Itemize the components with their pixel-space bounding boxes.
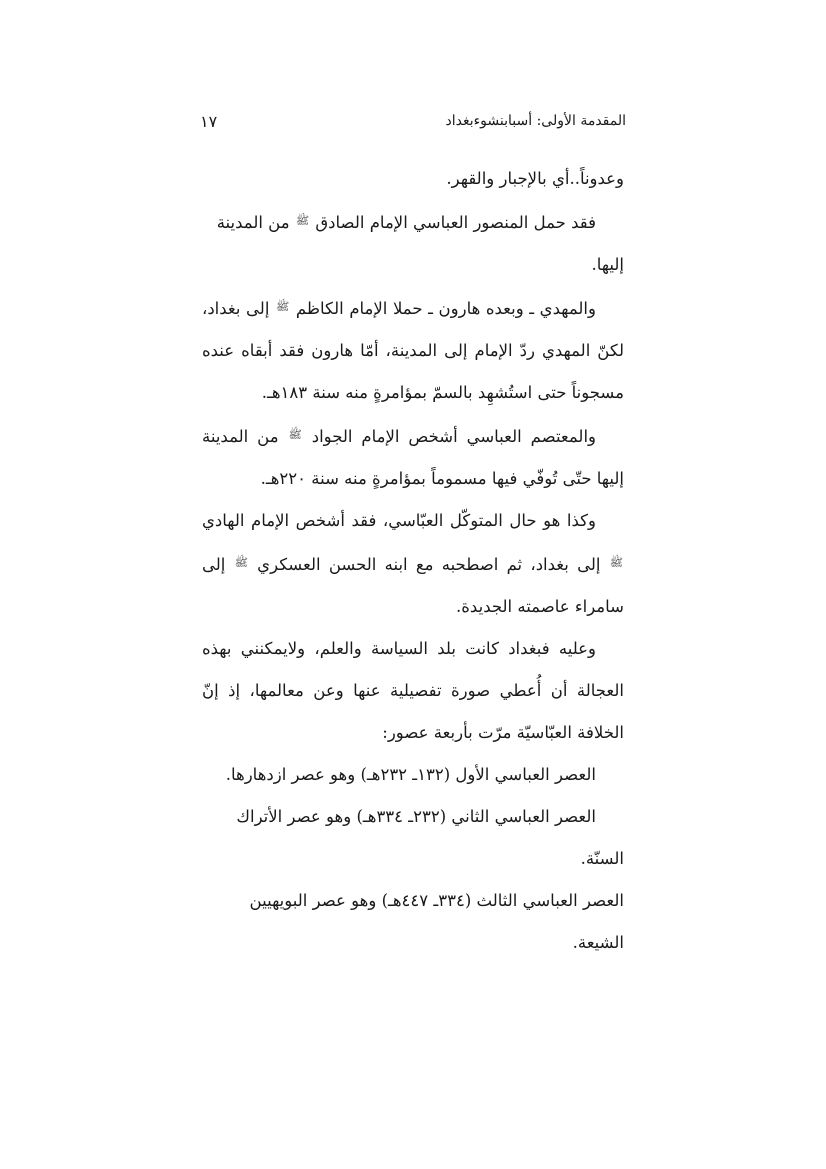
paragraph — [202, 286, 624, 414]
page-number: ١٧ — [200, 111, 218, 131]
honorific-mark-icon: ﷺ — [609, 556, 623, 569]
paragraph-text: من المدينة إليها. — [216, 213, 624, 274]
paragraph-text: وعليه فبغداد كانت بلد السياسة والعلم، ولايمكنني بهذه العجالة أن أُعطي صورة تفصيلية عنها وعن معالمها، إذ إنّ الخلافة العبّاسيّة مرّت بأربعة عصور: — [202, 639, 624, 742]
paragraph-text: إلى بغداد، ثم اصطحبه مع ابنه الحسن العسكري — [257, 555, 601, 574]
honorific-mark-icon: ﷺ — [288, 428, 302, 441]
paragraph-text: العصر العباسي الأول (١٣٢ـ ٢٣٢هـ) وهو عصر ازدهارها. — [225, 765, 596, 784]
paragraph-text: من المدينة إليها حتّى تُوفّي فيها مسموماً بمؤامرةٍ منه سنة ٢٢٠هـ. — [202, 427, 624, 488]
paragraph-text: فقد حمل المنصور العباسي الإمام الصادق — [315, 213, 596, 232]
paragraph-text: والمهدي ـ وبعده هارون ـ حملا الإمام الكاظم — [295, 299, 596, 318]
paragraph-text: وعدوناً..أي بالإجبار والقهر. — [446, 169, 624, 188]
running-header — [200, 106, 626, 136]
paragraph — [202, 500, 624, 628]
paragraph — [202, 628, 624, 754]
paragraph — [202, 158, 624, 200]
honorific-mark-icon: ﷺ — [234, 556, 248, 569]
paragraph-text: العصر العباسي الثالث (٣٣٤ـ ٤٤٧هـ) وهو عصر البويهيين الشيعة. — [249, 891, 624, 952]
honorific-mark-icon: ﷺ — [276, 300, 290, 313]
honorific-mark-icon: ﷺ — [295, 214, 310, 227]
paragraph-text: والمعتصم العباسي أشخص الإمام الجواد — [311, 427, 597, 446]
paragraph-text: العصر العباسي الثاني (٢٣٢ـ ٣٣٤هـ) وهو عصر الأتراك السنّة. — [236, 807, 624, 868]
header-title: المقدمة الأولى: أسبابنشوءبغداد — [445, 113, 626, 129]
era-list-item — [202, 880, 624, 964]
paragraph — [202, 414, 624, 500]
paragraph-text: إلى سامراء عاصمته الجديدة. — [202, 555, 624, 616]
paragraph-text: إلى بغداد، لكنّ المهدي ردّ الإمام إلى المدينة، أمّا هارون فقد أبقاه عنده مسجوناً حتى استُشهِد بالسمّ بمؤامرةٍ منه سنة ١٨٣هـ. — [202, 299, 624, 402]
body-text — [202, 158, 624, 964]
era-list-item — [202, 754, 624, 796]
paragraph-text: وكذا هو حال المتوكّل العبّاسي، فقد أشخص الإمام الهادي — [202, 511, 596, 530]
paragraph — [202, 200, 624, 286]
era-list-item — [202, 796, 624, 880]
